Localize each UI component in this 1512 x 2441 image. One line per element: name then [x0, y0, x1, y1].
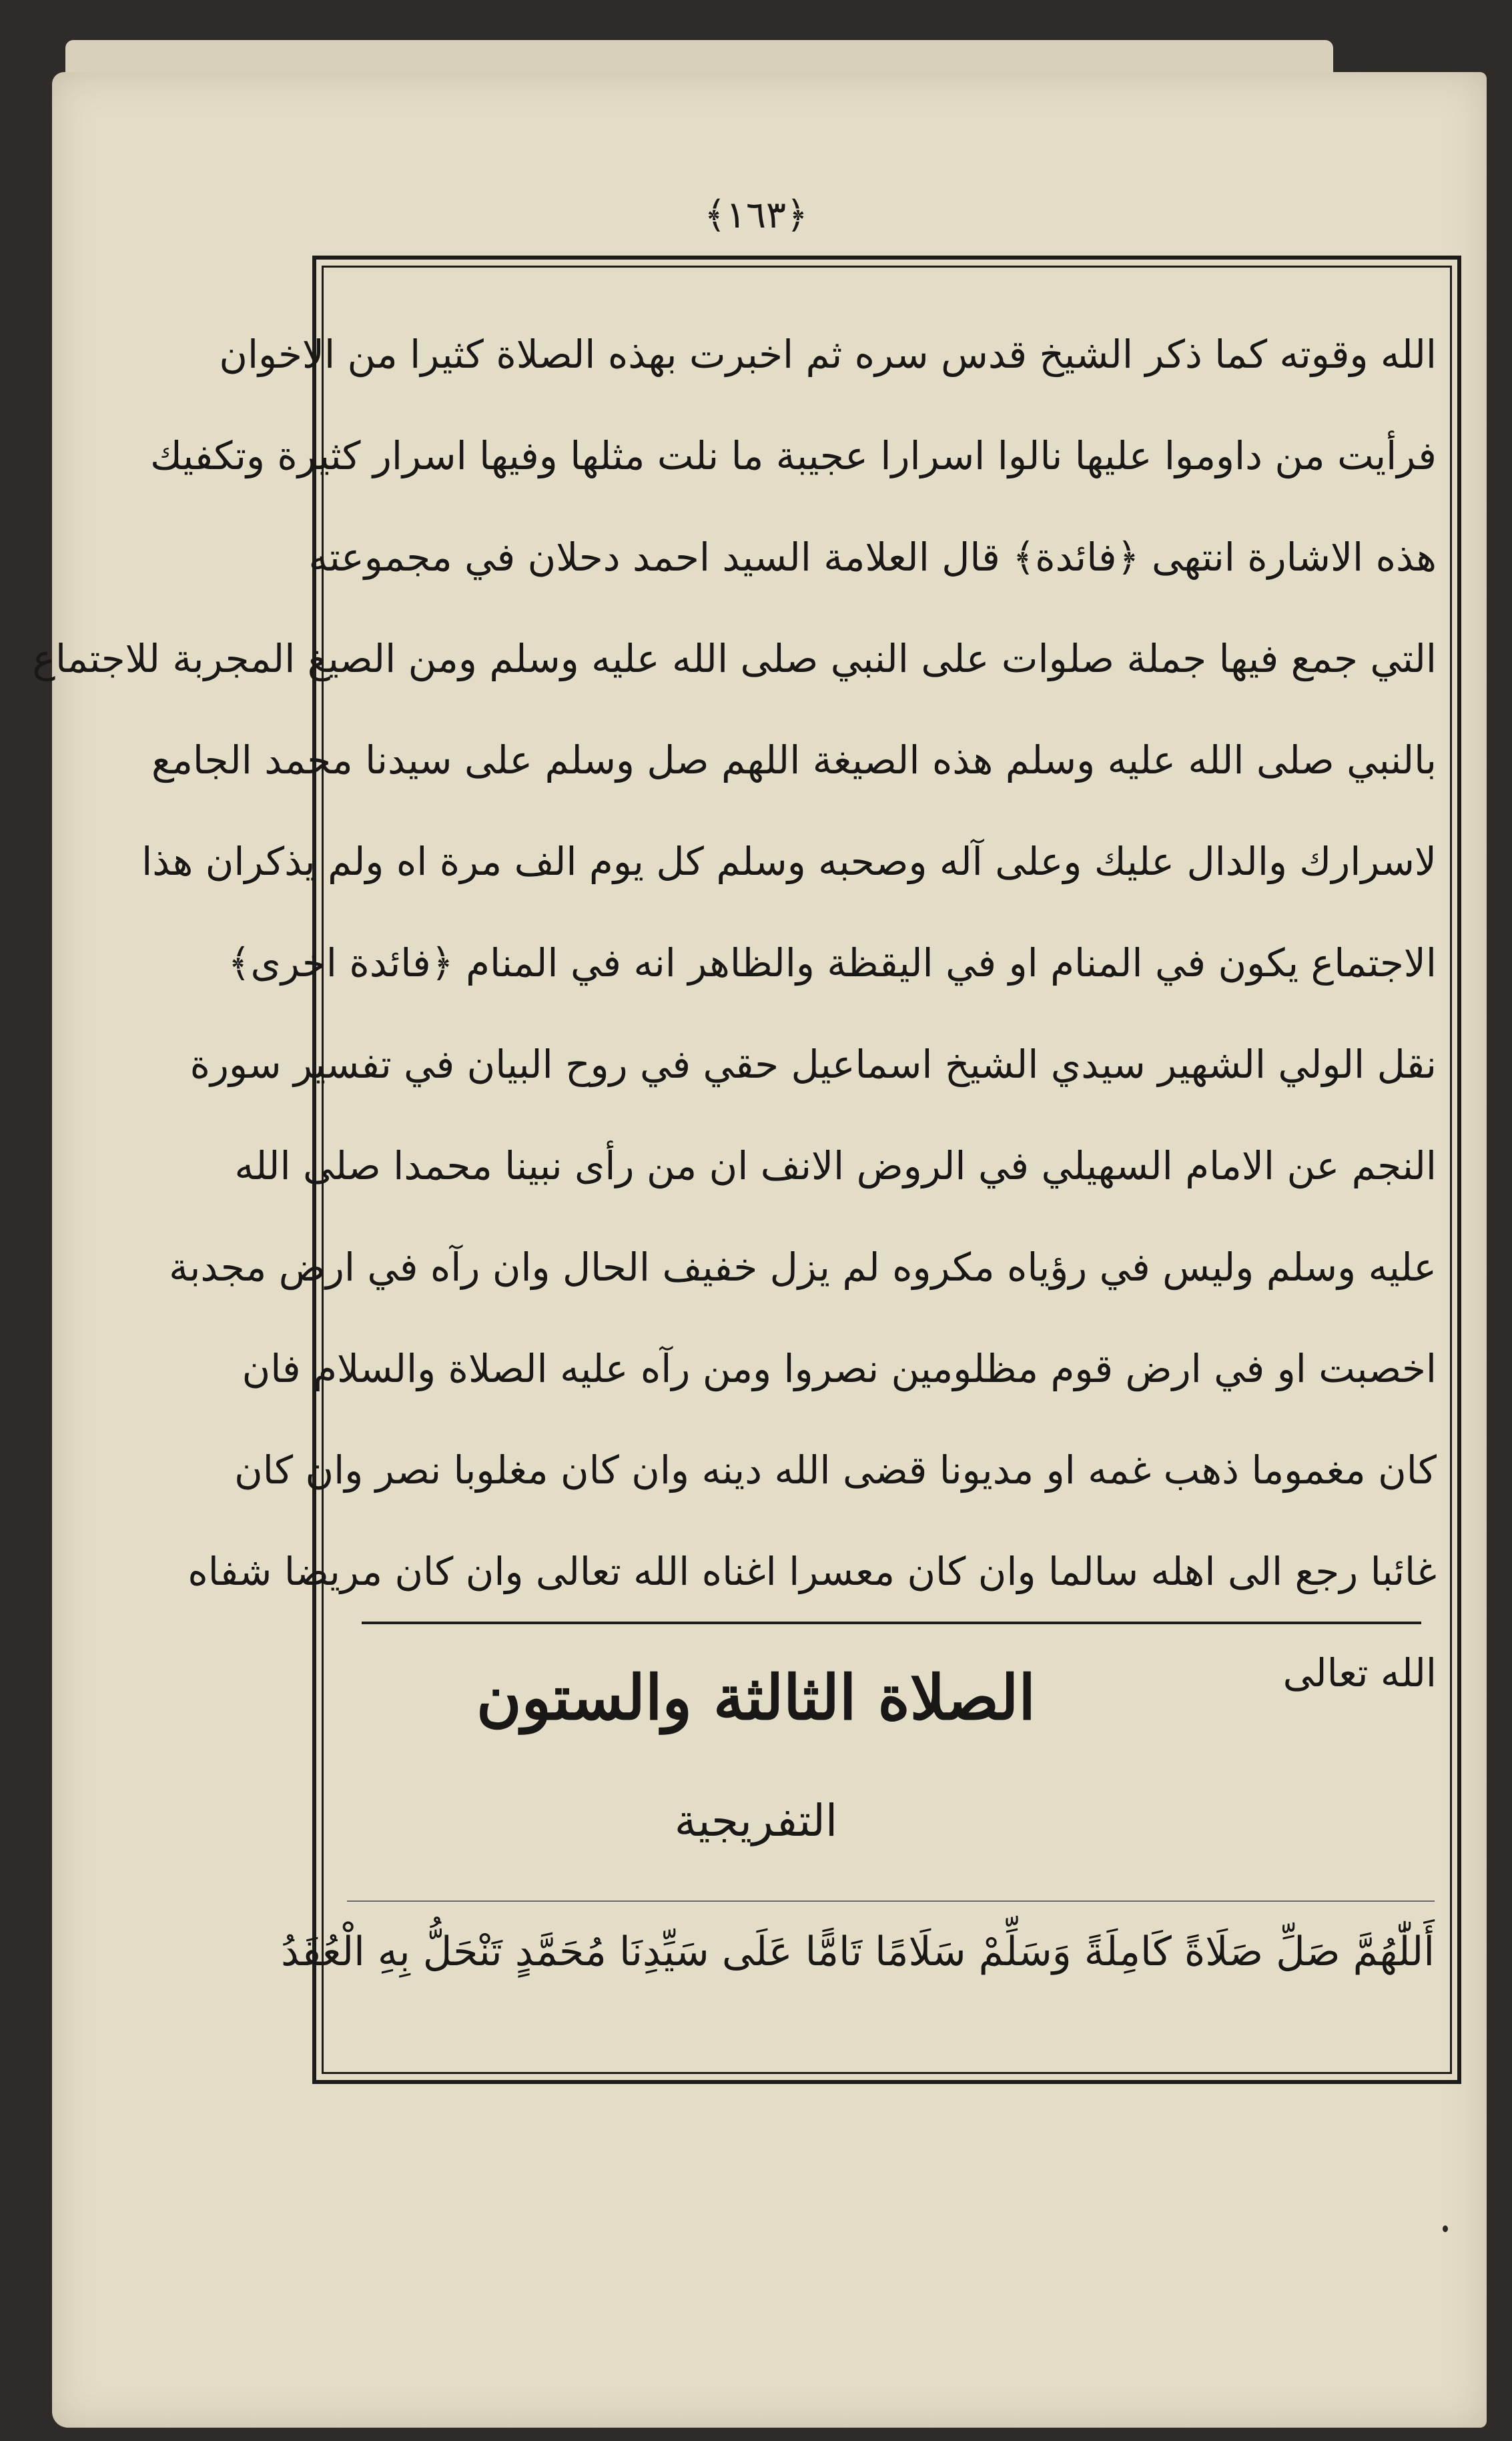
- body-text: [32, 304, 1437, 1724]
- text-line: اخصبت او في ارض قوم مظلومين نصروا ومن رآه عليه الصلاة والسلام فان: [242, 1346, 1437, 1391]
- text-line: غائبا رجع الى اهله سالما وان كان معسرا اغناه الله تعالى وان كان مريضا شفاه: [187, 1549, 1437, 1594]
- text-line: بالنبي صلى الله عليه وسلم هذه الصيغة اللهم صل وسلم على سيدنا محمد الجامع: [151, 737, 1437, 783]
- prayer-line: أَللّٰهُمَّ صَلِّ صَلَاةً كَامِلَةً وَسَلِّمْ سَلَامًا تَامًّا عَلَى سَيِّدِنَا مُحَمَّدٍ تَنْحَلُّ بِهِ الْعُقَدُ: [281, 1929, 1435, 1975]
- text-line: عليه وسلم وليس في رؤياه مكروه لم يزل خفيف الحال وان رآه في ارض مجدبة: [169, 1245, 1437, 1290]
- section-title: الصلاة الثالثة والستون: [476, 1662, 1036, 1734]
- text-line: نقل الولي الشهير سيدي الشيخ اسماعيل حقي في روح البيان في تفسير سورة: [190, 1042, 1437, 1087]
- section-divider: [362, 1622, 1421, 1624]
- page-number: ﴿١٦٣﴾: [704, 194, 808, 237]
- text-line: الله تعالى: [1282, 1650, 1437, 1696]
- text-line: هذه الاشارة انتهى ﴿فائدة﴾ قال العلامة السيد احمد دحلان في مجموعته: [308, 535, 1437, 580]
- text-line: كان مغموما ذهب غمه او مديونا قضى الله دينه وان كان مغلوبا نصر وان كان: [234, 1447, 1437, 1493]
- text-line: الله وقوته كما ذكر الشيخ قدس سره ثم اخبرت بهذه الصلاة كثيرا من الاخوان: [219, 332, 1437, 377]
- text-line: لاسرارك والدال عليك وعلى آله وصحبه وسلم كل يوم الف مرة اه ولم يذكران هذا: [141, 839, 1437, 884]
- section-subtitle: التفريجية: [674, 1795, 838, 1846]
- paper-speck: [1443, 2225, 1448, 2232]
- text-line: التي جمع فيها جملة صلوات على النبي صلى الله عليه وسلم ومن الصيغ المجربة للاجتماع: [32, 636, 1437, 681]
- text-line: فرأيت من داوموا عليها نالوا اسرارا عجيبة ما نلت مثلها وفيها اسرار كثيرة وتكفيك: [150, 433, 1437, 478]
- prayer-divider: [347, 1900, 1435, 1902]
- text-line: النجم عن الامام السهيلي في الروض الانف ان من رأى نبينا محمدا صلى الله: [234, 1143, 1437, 1188]
- text-line: الاجتماع يكون في المنام او في اليقظة والظاهر انه في المنام ﴿فائدة اخرى﴾: [228, 940, 1437, 986]
